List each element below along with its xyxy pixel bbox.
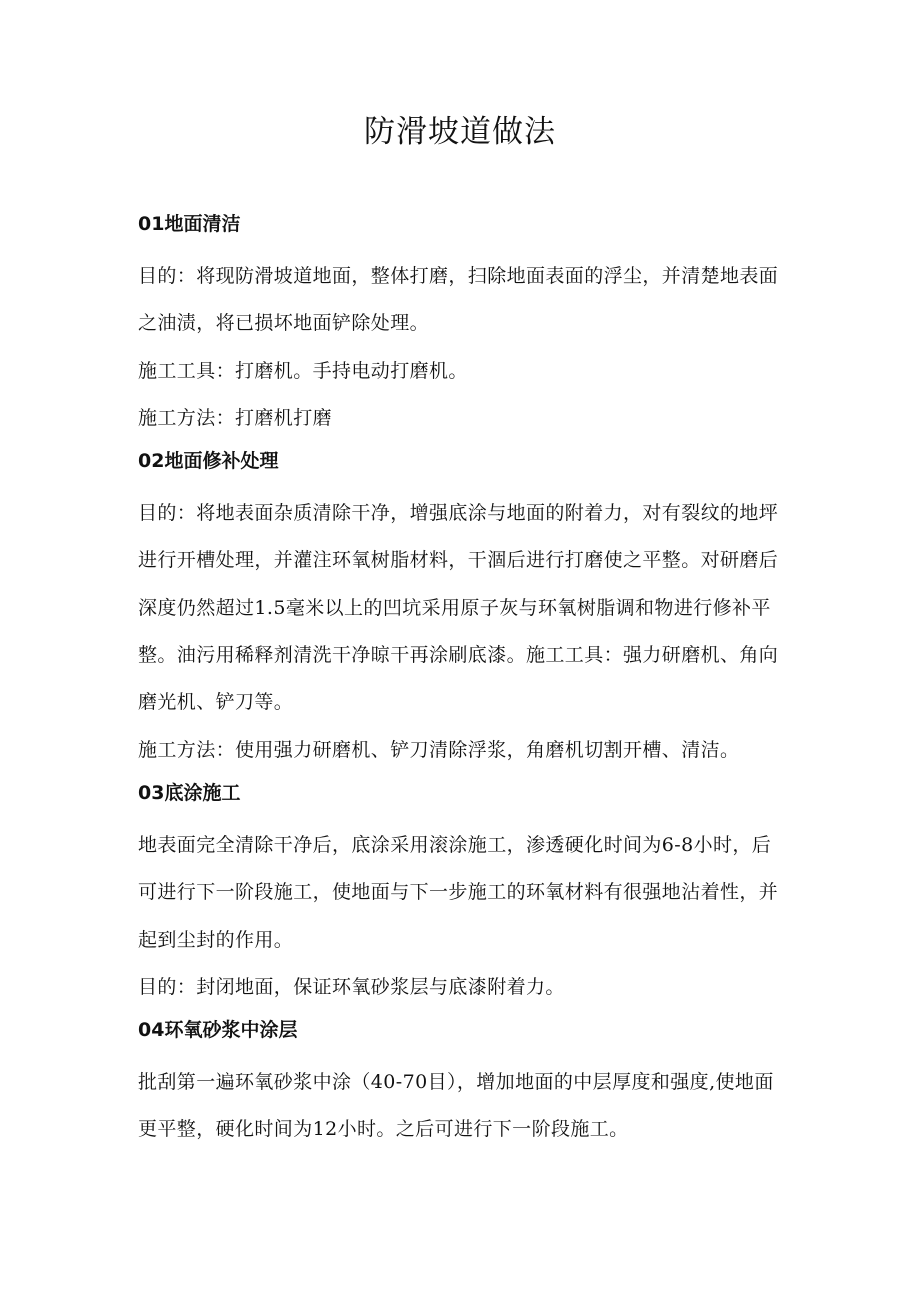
section-heading: 02地面修补处理 <box>138 450 279 473</box>
section-heading: 03底涂施工 <box>138 781 241 804</box>
section-heading: 04环氧砂浆中涂层 <box>138 1019 298 1042</box>
document-body <box>138 205 788 1154</box>
section-paragraph: 地表面完全清除干净后，底涂采用滚涂施工，渗透硬化时间为6-8小时，后可进行下一阶段施工，使地面与下一步施工的环氧材料有很强地沾着性，并起到尘封的作用。 <box>138 833 779 951</box>
section-paragraph: 目的：封闭地面，保证环氧砂浆层与底漆附着力。 <box>138 975 565 998</box>
section-01 <box>138 205 788 442</box>
section-paragraph: 施工方法：打磨机打磨 <box>138 406 333 429</box>
section-paragraph: 目的：将地表面杂质清除干净，增强底涂与地面的附着力，对有裂纹的地坪进行开槽处理，并灌注环氧树脂材料，干涸后进行打磨使之平整。对研磨后深度仍然超过1.5毫米以上的凹坑采用原子灰与环氧树脂调和物进行修补平整。油污用稀释剂清洗干净晾干再涂刷底漆。施工工具：强力研磨机、角向磨光机、铲刀等。 <box>138 502 779 714</box>
document-title: 防滑坡道做法 <box>364 114 556 150</box>
section-04 <box>138 1011 788 1154</box>
section-03 <box>138 774 788 1011</box>
section-paragraph: 施工工具：打磨机。手持电动打磨机。 <box>138 359 468 382</box>
section-paragraph: 施工方法：使用强力研磨机、铲刀清除浮浆，角磨机切割开槽、清洁。 <box>138 738 740 761</box>
section-02 <box>138 442 788 774</box>
section-paragraph: 目的：将现防滑坡道地面，整体打磨，扫除地面表面的浮尘，并清楚地表面之油渍，将已损坏地面铲除处理。 <box>138 265 779 335</box>
section-paragraph: 批刮第一遍环氧砂浆中涂（40-70目），增加地面的中层厚度和强度,使地面更平整，硬化时间为12小时。之后可进行下一阶段施工。 <box>138 1071 774 1141</box>
section-heading: 01地面清洁 <box>138 213 241 235</box>
